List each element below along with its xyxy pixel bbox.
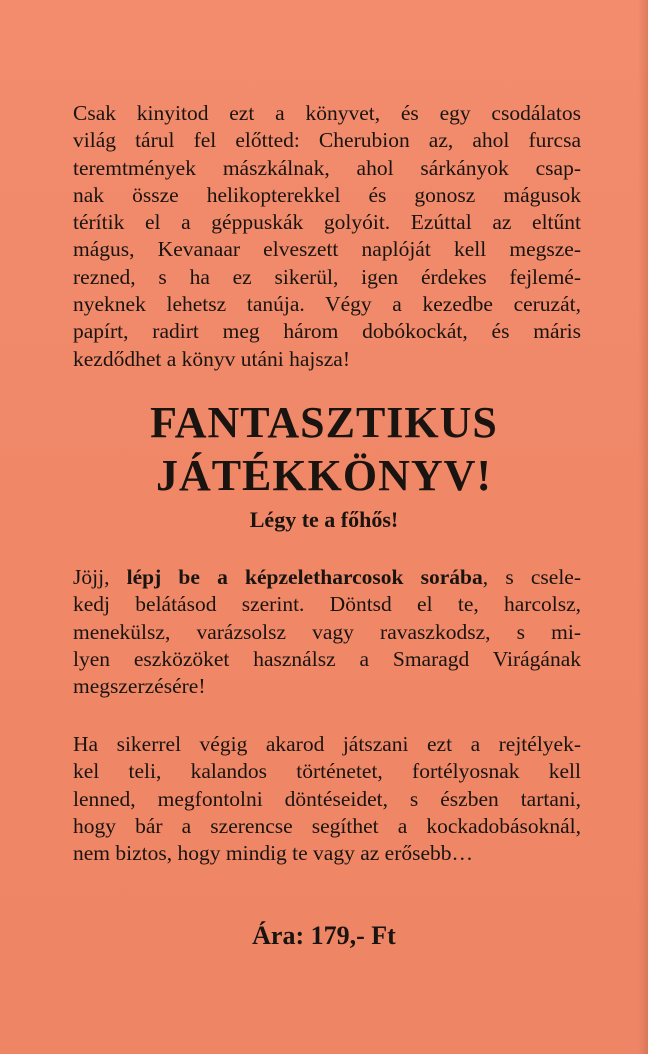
intro-line: mágus, Kevanaar elveszett naplóját kell megsze- — [73, 237, 581, 262]
advice-paragraph — [73, 731, 581, 867]
join-prefix: Jöjj, — [73, 565, 127, 589]
intro-line: nyeknek lehetsz tanúja. Végy a kezedbe ceruzát, — [73, 292, 581, 317]
intro-line: nak össze helikopterekkel és gonosz mágusok — [73, 182, 581, 207]
headline-line-2: JÁTÉKKÖNYV! — [155, 451, 493, 500]
intro-line: világ tárul fel előtted: Cherubion az, ahol furcsa — [73, 128, 581, 153]
intro-line: rezned, s ha ez sikerül, igen érdekes fejlemé- — [73, 264, 581, 289]
join-suffix: , s csele- — [482, 565, 581, 589]
join-bold-phrase: lépj be a képzeletharcosok sorába — [126, 565, 483, 589]
intro-line: kezdődhet a könyv utáni hajsza! — [73, 346, 351, 371]
intro-line: térítik el a géppuskák golyóit. Ezúttal az eltűnt — [73, 210, 581, 235]
advice-line: Ha sikerrel végig akarod játszani ezt a rejtélyek- — [73, 732, 581, 756]
intro-line: Csak kinyitod ezt a könyvet, és egy csodálatos — [73, 101, 581, 125]
join-line: megszerzésére! — [73, 674, 206, 699]
advice-line: hogy bár a szerencse segíthet a kockadobásoknál, — [73, 813, 581, 838]
intro-line: papírt, radirt meg három dobókockát, és máris — [73, 319, 581, 344]
price-label: Ára: 179,- Ft — [252, 921, 396, 950]
advice-line: kel teli, kalandos történetet, fortélyosnak kell — [73, 759, 581, 784]
headline-line-1: FANTASZTIKUS — [150, 398, 498, 447]
subheading: Légy te a főhős! — [249, 507, 399, 532]
join-line — [73, 564, 581, 591]
join-line: kedj belátásod szerint. Döntsd el te, harcolsz, — [73, 592, 581, 617]
join-paragraph — [73, 564, 581, 700]
advice-line: nem biztos, hogy mindig te vagy az erősebb… — [73, 841, 474, 866]
join-line: lyen eszközöket használsz a Smaragd Virágának — [73, 646, 581, 671]
intro-paragraph — [73, 100, 581, 373]
join-line: menekülsz, varázsolsz vagy ravaszkodsz, s mi- — [73, 619, 581, 644]
intro-line: teremtmények mászkálnak, ahol sárkányok csap- — [73, 155, 581, 180]
advice-line: lenned, megfontolni döntéseidet, s észben tartani, — [73, 786, 581, 811]
